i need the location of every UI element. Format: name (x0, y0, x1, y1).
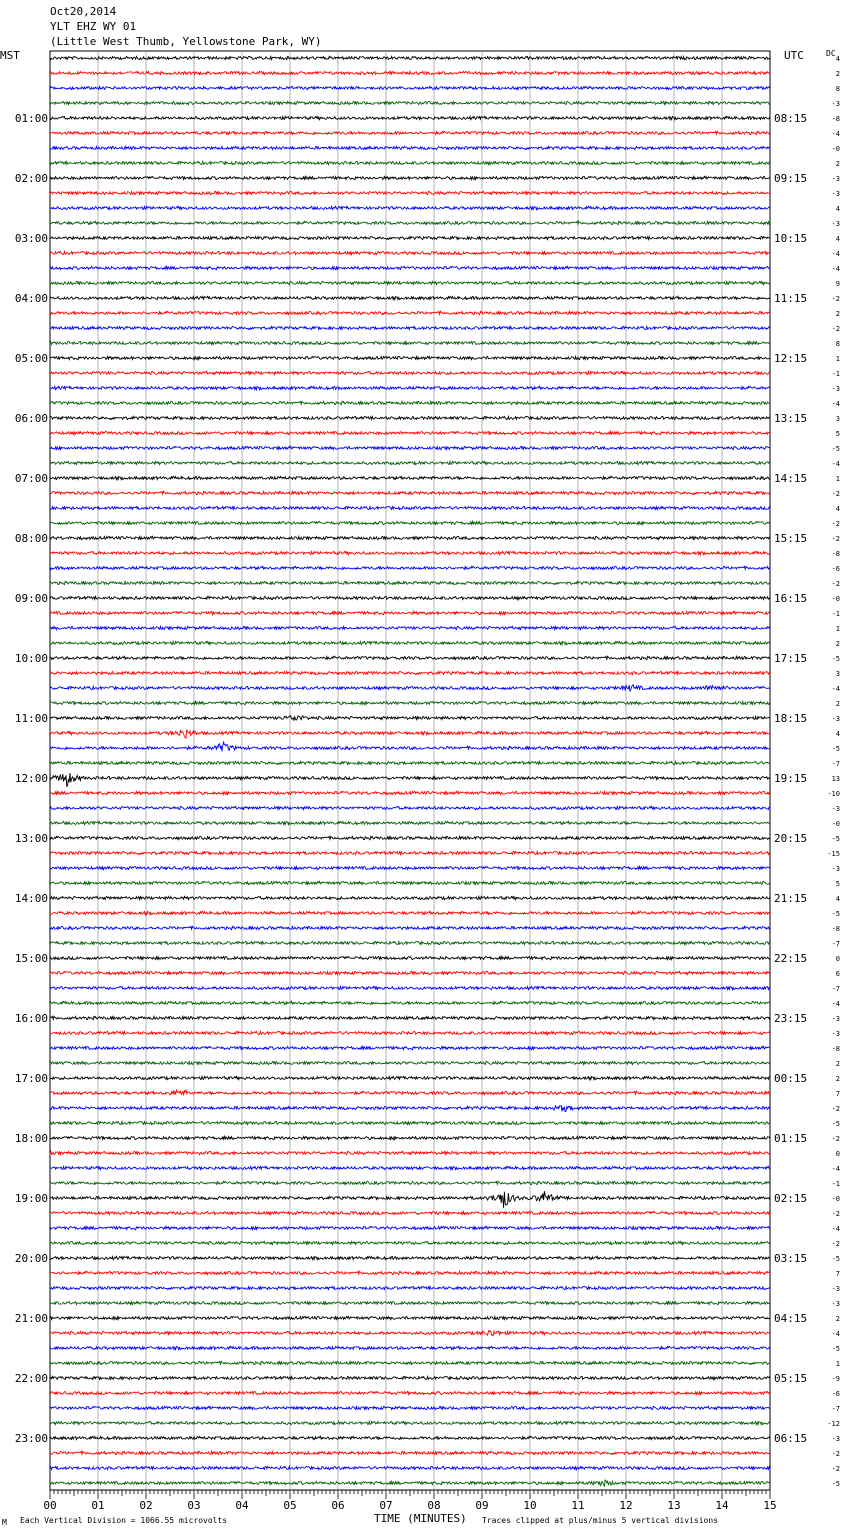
seismic-trace-row (50, 506, 770, 509)
mst-hour-label: 21:00 (14, 1312, 48, 1325)
dc-offset-value: -2 (831, 1450, 840, 1458)
mst-hour-label: 20:00 (14, 1252, 48, 1265)
dc-offset-value: -4 (831, 1000, 840, 1008)
utc-hour-label: 13:15 (774, 412, 808, 425)
mst-hour-label: 04:00 (14, 292, 48, 305)
dc-offset-value: -4 (831, 250, 840, 258)
x-tick-label: 15 (763, 1499, 777, 1512)
dc-offset-value: -3 (831, 220, 840, 228)
dc-offset-value: 8 (835, 85, 840, 93)
dc-offset-value: 2 (835, 1075, 840, 1083)
seismic-trace-row (50, 1316, 770, 1319)
dc-offset-value: -2 (831, 295, 840, 303)
seismic-trace-row (50, 1376, 770, 1379)
dc-offset-value: 4 (835, 205, 840, 213)
dc-offset-value: -3 (831, 385, 840, 393)
dc-offset-value: -5 (831, 745, 840, 753)
seismic-trace-row (50, 101, 770, 104)
seismic-trace-row (50, 773, 770, 787)
dc-offset-value: -3 (831, 805, 840, 813)
mst-hour-label: 07:00 (14, 472, 48, 485)
dc-offset-value: -0 (831, 820, 840, 828)
mst-hour-label: 18:00 (14, 1132, 48, 1145)
dc-offset-value: -7 (831, 985, 840, 993)
dc-offset-value: -8 (831, 115, 840, 123)
seismic-trace-row (50, 131, 770, 134)
seismic-trace-row (50, 611, 770, 614)
utc-hour-label: 15:15 (774, 532, 808, 545)
dc-offset-value: 7 (835, 1090, 840, 1098)
dc-offset-value: -2 (831, 520, 840, 528)
left-axis-title: MST (0, 49, 20, 62)
seismic-trace-row (50, 356, 770, 359)
dc-offset-value: -3 (831, 865, 840, 873)
seismic-trace-row (50, 1121, 770, 1124)
seismic-trace-row (50, 1076, 770, 1079)
dc-offset-value: 0 (835, 1150, 840, 1158)
seismic-trace-row (50, 371, 770, 374)
utc-hour-label: 09:15 (774, 172, 808, 185)
dc-offset-value: -3 (831, 1300, 840, 1308)
seismic-trace-row (50, 161, 770, 164)
dc-offset-value: -1 (831, 370, 840, 378)
mst-hour-label: 03:00 (14, 232, 48, 245)
seismic-trace-row (50, 866, 770, 869)
seismic-trace-row (50, 311, 770, 314)
seismic-trace-row (50, 1271, 770, 1274)
seismic-trace-row (50, 956, 770, 959)
seismic-trace-row (50, 1286, 770, 1289)
mst-hour-label: 22:00 (14, 1372, 48, 1385)
seismic-trace-row (50, 1106, 770, 1112)
seismic-trace-row (50, 446, 770, 449)
utc-hour-label: 06:15 (774, 1432, 808, 1445)
x-axis-label: TIME (MINUTES) (374, 1512, 467, 1525)
dc-offset-value: -4 (831, 460, 840, 468)
mst-hour-label: 08:00 (14, 532, 48, 545)
seismic-trace-row (50, 581, 770, 584)
seismic-trace-row (50, 716, 770, 721)
dc-offset-value: -8 (831, 925, 840, 933)
dc-offset-value: 6 (835, 970, 840, 978)
utc-hour-label: 20:15 (774, 832, 808, 845)
dc-offset-value: -2 (831, 1465, 840, 1473)
dc-offset-value: -2 (831, 490, 840, 498)
seismic-trace-row (50, 71, 770, 74)
dc-offset-value: -3 (831, 175, 840, 183)
seismic-trace-row (50, 236, 770, 239)
seismic-trace-row (50, 281, 770, 284)
station-location: (Little West Thumb, Yellowstone Park, WY) (50, 35, 322, 48)
utc-hour-label: 11:15 (774, 292, 808, 305)
dc-offset-value: 1 (835, 625, 840, 633)
mst-hour-label: 13:00 (14, 832, 48, 845)
dc-offset-value: 4 (835, 505, 840, 513)
dc-offset-value: -9 (831, 1375, 840, 1383)
mst-hour-label: 10:00 (14, 652, 48, 665)
seismic-trace-row (50, 386, 770, 389)
dc-offset-value: -7 (831, 1405, 840, 1413)
x-tick-label: 03 (187, 1499, 201, 1512)
dc-offset-value: -2 (831, 1105, 840, 1113)
seismic-trace-row (50, 536, 770, 539)
station-code: YLT EHZ WY 01 (50, 20, 137, 33)
seismic-trace-row (50, 685, 770, 692)
dc-offset-value: 2 (835, 310, 840, 318)
mst-hour-label: 05:00 (14, 352, 48, 365)
seismic-trace-row (50, 461, 770, 464)
mst-hour-label: 11:00 (14, 712, 48, 725)
utc-hour-label: 18:15 (774, 712, 808, 725)
seismic-trace-row (50, 986, 770, 989)
dc-offset-value: 5 (835, 880, 840, 888)
utc-hour-label: 01:15 (774, 1132, 808, 1145)
seismic-trace-row (50, 326, 770, 329)
dc-offset-value: -5 (831, 1345, 840, 1353)
clip-note: Traces clipped at plus/minus 5 vertical divisions (482, 1516, 719, 1525)
x-tick-label: 05 (283, 1499, 297, 1512)
dc-offset-value: -4 (831, 1165, 840, 1173)
dc-offset-value: -2 (831, 580, 840, 588)
dc-offset-value: -0 (831, 145, 840, 153)
dc-offset-value: -5 (831, 1255, 840, 1263)
mst-hour-label: 23:00 (14, 1432, 48, 1445)
seismic-trace-row (50, 1466, 770, 1469)
dc-offset-value: 4 (835, 730, 840, 738)
dc-offset-value: 2 (835, 70, 840, 78)
dc-offset-value: -3 (831, 1435, 840, 1443)
seismic-trace-row (50, 1436, 770, 1439)
utc-hour-label: 03:15 (774, 1252, 808, 1265)
seismic-trace-row (50, 1001, 770, 1004)
seismic-trace-row (50, 821, 770, 824)
seismic-trace-row (50, 941, 770, 944)
mst-hour-label: 09:00 (14, 592, 48, 605)
utc-hour-label: 04:15 (774, 1312, 808, 1325)
dc-offset-value: 1 (835, 355, 840, 363)
utc-hour-label: 14:15 (774, 472, 808, 485)
seismic-trace-row (50, 1090, 770, 1095)
dc-offset-value: 8 (835, 340, 840, 348)
x-tick-label: 06 (331, 1499, 345, 1512)
dc-offset-value: -8 (831, 550, 840, 558)
seismic-trace-row (50, 742, 770, 751)
right-axis-title: UTC (784, 49, 804, 62)
seismic-trace-row (50, 701, 770, 704)
dc-offset-value: -2 (831, 1210, 840, 1218)
dc-offset-value: -5 (831, 445, 840, 453)
x-tick-label: 04 (235, 1499, 249, 1512)
utc-hour-label: 22:15 (774, 952, 808, 965)
dc-offset-value: -3 (831, 1015, 840, 1023)
dc-offset-value: -0 (831, 1195, 840, 1203)
utc-hour-label: 19:15 (774, 772, 808, 785)
dc-offset-value: -4 (831, 400, 840, 408)
scale-note: Each Vertical Division = 1066.55 microvolts (20, 1516, 228, 1525)
dc-offset-value: -4 (831, 130, 840, 138)
seismic-trace-row (50, 1331, 770, 1336)
seismic-trace-row (50, 656, 770, 659)
dc-offset-value: -4 (831, 1225, 840, 1233)
x-tick-label: 02 (139, 1499, 153, 1512)
utc-hour-label: 02:15 (774, 1192, 808, 1205)
dc-offset-value: 13 (831, 775, 840, 783)
seismic-trace-row (50, 836, 770, 839)
seismic-trace-row (50, 596, 770, 599)
dc-offset-value: -5 (831, 655, 840, 663)
utc-hour-label: 12:15 (774, 352, 808, 365)
seismic-trace-row (50, 1480, 770, 1486)
utc-hour-label: 23:15 (774, 1012, 808, 1025)
seismic-trace-row (50, 1256, 770, 1259)
utc-hour-label: 21:15 (774, 892, 808, 905)
dc-offset-value: -8 (831, 1045, 840, 1053)
dc-offset-value: 1 (835, 475, 840, 483)
seismic-trace-row (50, 1136, 770, 1139)
dc-offset-value: 4 (835, 55, 840, 63)
dc-offset-value: -10 (827, 790, 840, 798)
mst-hour-label: 12:00 (14, 772, 48, 785)
dc-offset-value: 2 (835, 1315, 840, 1323)
seismic-trace-row (50, 911, 770, 914)
seismic-trace-row (50, 341, 770, 344)
seismic-trace-row (50, 176, 770, 179)
seismic-trace-row (50, 146, 770, 149)
seismic-trace-row (50, 416, 770, 419)
seismic-trace-row (50, 221, 770, 224)
seismic-trace-row (50, 806, 770, 809)
seismic-trace-row (50, 521, 770, 524)
utc-hour-label: 17:15 (774, 652, 808, 665)
record-date: Oct20,2014 (50, 5, 117, 18)
dc-offset-value: -2 (831, 1240, 840, 1248)
seismic-trace-row (50, 266, 770, 269)
dc-offset-value: -5 (831, 1120, 840, 1128)
dc-offset-value: 0 (835, 955, 840, 963)
dc-offset-value: -4 (831, 685, 840, 693)
dc-offset-value: 3 (835, 415, 840, 423)
seismic-trace-row (50, 476, 770, 479)
dc-offset-value: -3 (831, 100, 840, 108)
dc-offset-value: 9 (835, 280, 840, 288)
x-tick-label: 00 (43, 1499, 57, 1512)
seismic-trace-row (50, 761, 770, 764)
seismic-trace-row (50, 1211, 770, 1214)
x-tick-label: 14 (715, 1499, 729, 1512)
seismic-trace-row (50, 116, 770, 119)
mst-hour-label: 16:00 (14, 1012, 48, 1025)
seismic-trace-row (50, 1046, 770, 1049)
seismic-trace-row (50, 296, 770, 299)
dc-offset-value: 2 (835, 160, 840, 168)
seismic-trace-row (50, 1241, 770, 1244)
x-tick-label: 10 (523, 1499, 537, 1512)
dc-offset-value: -15 (827, 850, 840, 858)
dc-offset-value: -1 (831, 610, 840, 618)
dc-offset-value: -2 (831, 535, 840, 543)
dc-offset-value: -3 (831, 715, 840, 723)
dc-offset-value: -4 (831, 265, 840, 273)
utc-hour-label: 05:15 (774, 1372, 808, 1385)
x-tick-label: 09 (475, 1499, 489, 1512)
x-tick-label: 12 (619, 1499, 633, 1512)
seismic-trace-row (50, 56, 770, 59)
dc-offset-value: -0 (831, 595, 840, 603)
dc-offset-value: 2 (835, 640, 840, 648)
dc-offset-title: DC (826, 49, 836, 58)
dc-offset-value: -3 (831, 190, 840, 198)
utc-hour-label: 00:15 (774, 1072, 808, 1085)
seismic-trace-row (50, 1346, 770, 1349)
seismic-trace-row (50, 1181, 770, 1184)
dc-offset-value: -7 (831, 940, 840, 948)
seismic-trace-row (50, 971, 770, 974)
mst-hour-label: 02:00 (14, 172, 48, 185)
dc-offset-value: -4 (831, 1330, 840, 1338)
mst-hour-label: 06:00 (14, 412, 48, 425)
dc-offset-value: 4 (835, 895, 840, 903)
dc-offset-value: -2 (831, 325, 840, 333)
dc-offset-value: -1 (831, 1180, 840, 1188)
seismic-trace-row (50, 1166, 770, 1169)
dc-offset-value: -5 (831, 1480, 840, 1488)
x-tick-label: 07 (379, 1499, 393, 1512)
dc-offset-value: 7 (835, 1270, 840, 1278)
seismic-trace-row (50, 926, 770, 929)
seismic-trace-row (50, 1061, 770, 1064)
seismic-trace-row (50, 1191, 770, 1208)
seismic-trace-row (50, 566, 770, 569)
utc-hour-label: 08:15 (774, 112, 808, 125)
seismic-trace-row (50, 1016, 770, 1019)
seismic-trace-row (50, 1391, 770, 1394)
dc-offset-value: -5 (831, 835, 840, 843)
seismic-trace-row (50, 1451, 770, 1454)
seismic-trace-row (50, 641, 770, 644)
seismic-trace-row (50, 431, 770, 434)
dc-offset-value: -12 (827, 1420, 840, 1428)
seismic-trace-row (50, 491, 770, 494)
x-tick-label: 11 (571, 1499, 585, 1512)
seismic-trace-row (50, 671, 770, 674)
mst-hour-label: 15:00 (14, 952, 48, 965)
seismic-trace-row (50, 881, 770, 884)
utc-hour-label: 16:15 (774, 592, 808, 605)
dc-offset-value: -5 (831, 910, 840, 918)
mst-hour-label: 14:00 (14, 892, 48, 905)
seismic-trace-row (50, 1151, 770, 1154)
mst-hour-label: 01:00 (14, 112, 48, 125)
corner-mark: M (2, 1518, 7, 1527)
seismic-trace-row (50, 551, 770, 554)
dc-offset-value: -3 (831, 1030, 840, 1038)
seismic-trace-row (50, 206, 770, 209)
seismic-trace-row (50, 251, 770, 254)
dc-offset-value: -7 (831, 760, 840, 768)
x-tick-label: 01 (91, 1499, 105, 1512)
seismic-trace-row (50, 1301, 770, 1304)
dc-offset-value: -2 (831, 1135, 840, 1143)
dc-offset-value: -6 (831, 565, 840, 573)
utc-hour-label: 10:15 (774, 232, 808, 245)
seismic-trace-row (50, 401, 770, 404)
dc-offset-value: -3 (831, 1285, 840, 1293)
dc-offset-value: 1 (835, 1360, 840, 1368)
seismic-trace-row (50, 1421, 770, 1424)
dc-offset-value: 3 (835, 670, 840, 678)
mst-hour-label: 17:00 (14, 1072, 48, 1085)
seismic-trace-row (50, 1031, 770, 1034)
dc-offset-value: 2 (835, 1060, 840, 1068)
dc-offset-value: 2 (835, 700, 840, 708)
x-tick-label: 08 (427, 1499, 441, 1512)
seismic-trace-row (50, 86, 770, 89)
dc-offset-value: 5 (835, 430, 840, 438)
mst-hour-label: 19:00 (14, 1192, 48, 1205)
seismic-trace-row (50, 730, 770, 739)
seismic-trace-row (50, 1406, 770, 1409)
seismic-trace-row (50, 1361, 770, 1364)
seismic-trace-row (50, 626, 770, 629)
dc-offset-value: -6 (831, 1390, 840, 1398)
x-tick-label: 13 (667, 1499, 681, 1512)
seismic-trace-row (50, 896, 770, 899)
dc-offset-value: 4 (835, 235, 840, 243)
seismic-trace-row (50, 191, 770, 194)
seismic-trace-row (50, 1226, 770, 1229)
seismic-trace-row (50, 791, 770, 794)
seismic-trace-row (50, 851, 770, 854)
